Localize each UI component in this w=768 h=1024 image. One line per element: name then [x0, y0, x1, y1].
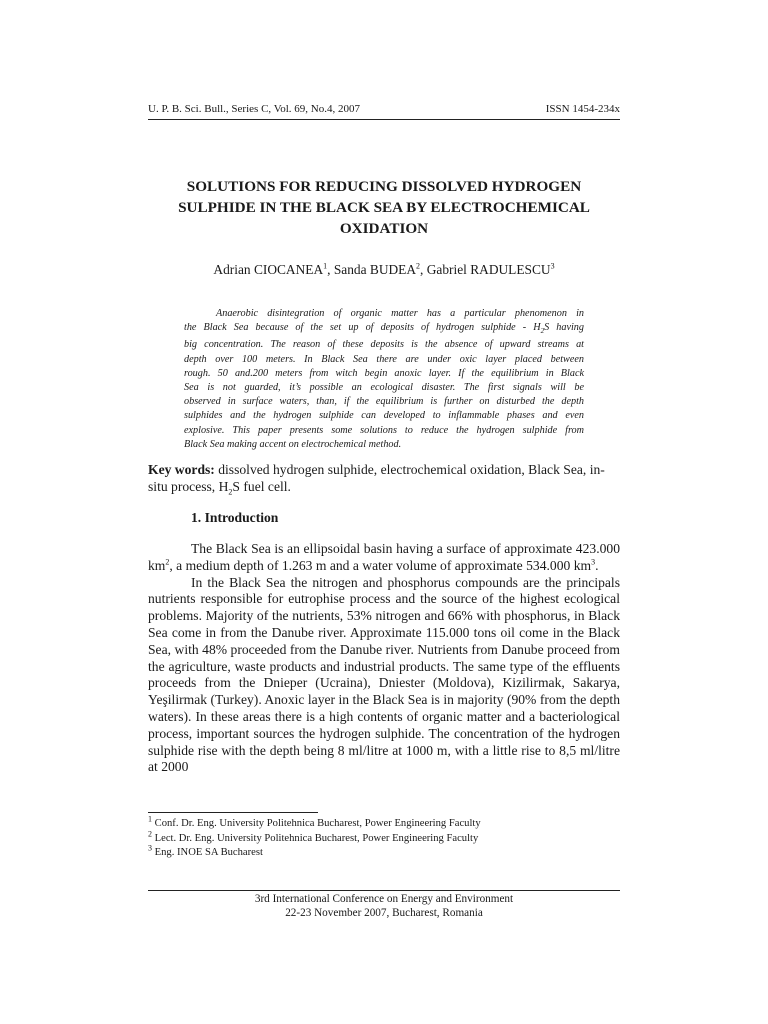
footnote	[148, 814, 481, 832]
author-name: Gabriel RADULESCU	[426, 262, 551, 277]
abstract-line: Anaerobic disintegration of organic matter has a particular phenomenon in	[216, 308, 584, 319]
footnote	[148, 843, 481, 861]
issn-label: ISSN 1454-234x	[545, 103, 620, 115]
author-name: Sanda BUDEA	[333, 262, 417, 277]
conference-name: 3rd International Conference on Energy and Environment	[254, 893, 514, 905]
footnotes	[148, 814, 481, 861]
abstract-line: Sea is not guarded, it’s possible an ecological disaster. The first signals will be	[184, 382, 584, 394]
paragraph-text: .	[595, 557, 599, 573]
subscript: 2	[228, 487, 233, 497]
journal-citation: U. P. B. Sci. Bull., Series C, Vol. 69, No.4, 2007	[148, 103, 360, 115]
abstract-line: sulphides and the hydrogen sulphide can developed to inflammable phases and even	[184, 410, 584, 422]
author-name: Adrian CIOCANEA	[213, 262, 324, 277]
paragraph-text: The Black Sea is an ellipsoidal basin having a surface of approximate 423.000 km	[148, 541, 620, 573]
affiliation-mark: 1	[323, 261, 328, 271]
affiliation-mark: 2	[416, 261, 421, 271]
header-rule	[148, 119, 620, 120]
abstract-line: explosive. This paper presents some solutions to reduce the hydrogen sulphide from	[184, 424, 584, 436]
abstract-line: Black Sea making accent on electrochemical method.	[184, 438, 402, 450]
subscript: 2	[540, 327, 545, 336]
running-header	[148, 103, 620, 115]
abstract	[184, 307, 584, 452]
footnote	[148, 828, 481, 847]
abstract-line: depth over 100 meters. In Black Sea there are under oxic layer placed between	[184, 353, 584, 365]
keywords-tail: S fuel cell.	[232, 479, 291, 494]
footnote-mark: 3	[148, 843, 152, 853]
paper-title	[148, 176, 620, 239]
keywords-label: Key words:	[148, 462, 215, 477]
footnote-mark: 2	[148, 828, 152, 838]
paragraph: In the Black Sea the nitrogen and phosphorus compounds are the principals nutrients responsible for eutrophise process and the source of the highest ecological problems. Majority of the nutrients, 53% nitrogen and 66% with phosphorus, in Black Sea come in from the Danube river. Approximate 115.000 tons oil come in the Black Sea, with 48% proceeded from the Danube river. Nutrients from Danube proceed from the agriculture, waste products and industrial products. The same type of the effluents proceeds from the Dnieper (Ucraina), Dniester (Moldova), Kizilirmak, Sakarya, Yeşilirmak (Turkey). Anoxic layer in the Black Sea is in majority (90% from the depth waters). In these areas there is a high contents of organic matter and a bacteriological process, important sources the hydrogen sulphide. The concentration of the hydrogen sulphide rise with the depth being 8 ml/litre at 1000 m, with a little rise to 8,5 ml/litre at 2000	[148, 574, 620, 775]
footer-rule	[148, 890, 620, 891]
footnote-mark: 1	[148, 814, 152, 824]
paragraph-text: , a medium depth of 1.263 m and a water volume of approximate 534.000 km	[169, 557, 592, 573]
footnote-rule	[148, 812, 318, 813]
abstract-line-text: the Black Sea because of the set up of deposits of hydrogen sulphide - H	[184, 322, 541, 334]
superscript: 2	[165, 557, 170, 567]
keywords-text: dissolved hydrogen sulphide, electrochemical oxidation, Black Sea, in-situ process, H	[148, 462, 605, 494]
section-heading: 1. Introduction	[191, 510, 279, 525]
conference-footer	[148, 893, 620, 920]
author-list: Adrian CIOCANEA$^1$, Sanda BUDEA$^2$, Gabriel RADULESCU$^3$	[213, 261, 555, 277]
keywords	[148, 461, 620, 501]
footnote-text: Lect. Dr. Eng. University Politehnica Bucharest, Power Engineering Faculty	[152, 832, 479, 844]
title-line: OXIDATION	[339, 220, 429, 237]
footnote-text: Eng. INOE SA Bucharest	[152, 847, 263, 858]
abstract-line: rough. 50 and.200 meters from witch begin anoxic layer. If the equilibrium in Black	[184, 367, 584, 379]
body-text	[148, 541, 620, 776]
abstract-line: big concentration. The reason of these deposits is the absence of upward streams at	[184, 339, 584, 351]
abstract-line-tail: S having	[544, 322, 584, 334]
affiliation-mark: 3	[550, 261, 555, 271]
paragraph	[148, 541, 620, 575]
footnote-text: Conf. Dr. Eng. University Politehnica Bucharest, Power Engineering Faculty	[152, 818, 481, 829]
title-line: SOLUTIONS FOR REDUCING DISSOLVED HYDROGEN	[186, 178, 582, 195]
conference-date: 22-23 November 2007, Bucharest, Romania	[285, 906, 483, 919]
abstract-line: observed in surface waters, than, if the equilibrium is further on disturbed the depth	[184, 396, 584, 408]
title-line: SULPHIDE IN THE BLACK SEA BY ELECTROCHEMICAL	[178, 199, 590, 216]
abstract-line	[184, 321, 584, 338]
superscript: 3	[591, 557, 596, 567]
